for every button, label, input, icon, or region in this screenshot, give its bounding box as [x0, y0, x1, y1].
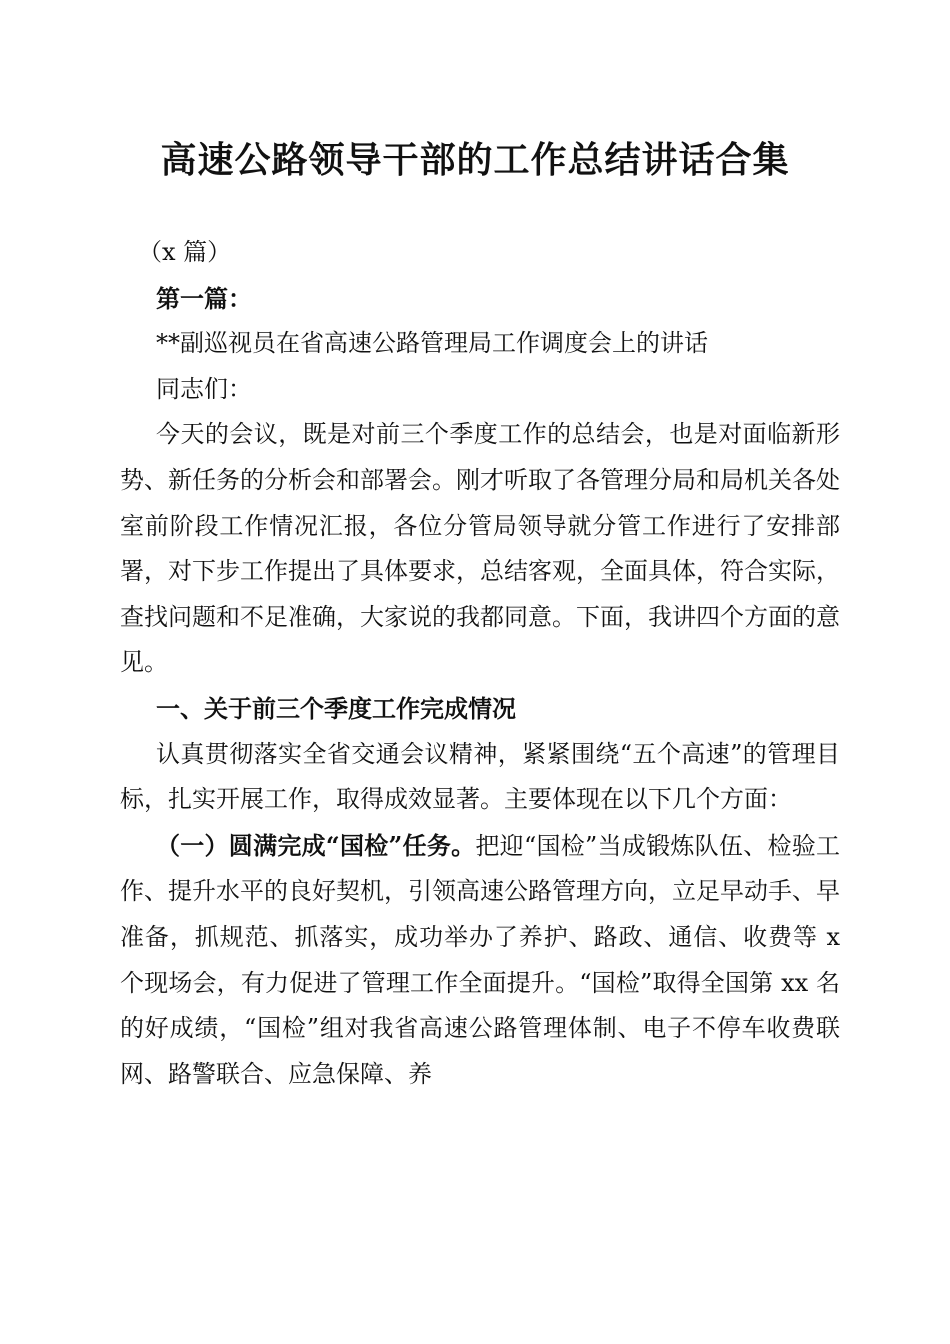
paragraph-3-lead: （一）圆满完成“国检”任务。 [156, 830, 476, 860]
paragraph-3-body: 把迎“国检”当成锻炼队伍、检验工作、提升水平的良好契机，引领高速公路管理方向，立足早动手、早准备，抓规范、抓落实，成功举办了养护、路政、通信、收费等 x 个现场会，有力促进了管理工作全面提升。“国检”取得全国第 xx 名的好成绩，“国检”组对我省高速公路管理体制、电子不停车收费联网、路警联合、应急保障、养 [120, 831, 841, 1088]
paragraph-1: 今天的会议，既是对前三个季度工作的总结会，也是对面临新形势、新任务的分析会和部署会。刚才听取了各管理分局和局机关各处室前阶段工作情况汇报，各位分管局领导就分管工作进行了安排部署，对下步工作提出了具体要求，总结客观，全面具体，符合实际，查找问题和不足准确，大家说的我都同意。下面，我讲四个方面的意见。 [120, 420, 840, 677]
count-note: （x 篇） [138, 238, 232, 266]
section-heading-1: 一、关于前三个季度工作完成情况 [156, 693, 516, 723]
document-title: 高速公路领导干部的工作总结讲话合集 [160, 139, 790, 181]
paragraph-3 [120, 823, 840, 1098]
paragraph-2: 认真贯彻落实全省交通会议精神，紧紧围绕“五个高速”的管理目标，扎实开展工作，取得成效显著。主要体现在以下几个方面： [120, 739, 840, 814]
speech-title: **副巡视员在省高速公路管理局工作调度会上的讲话 [156, 329, 708, 358]
part-label: 第一篇： [156, 283, 252, 313]
document-body [120, 230, 840, 1097]
salutation: 同志们： [156, 374, 252, 403]
